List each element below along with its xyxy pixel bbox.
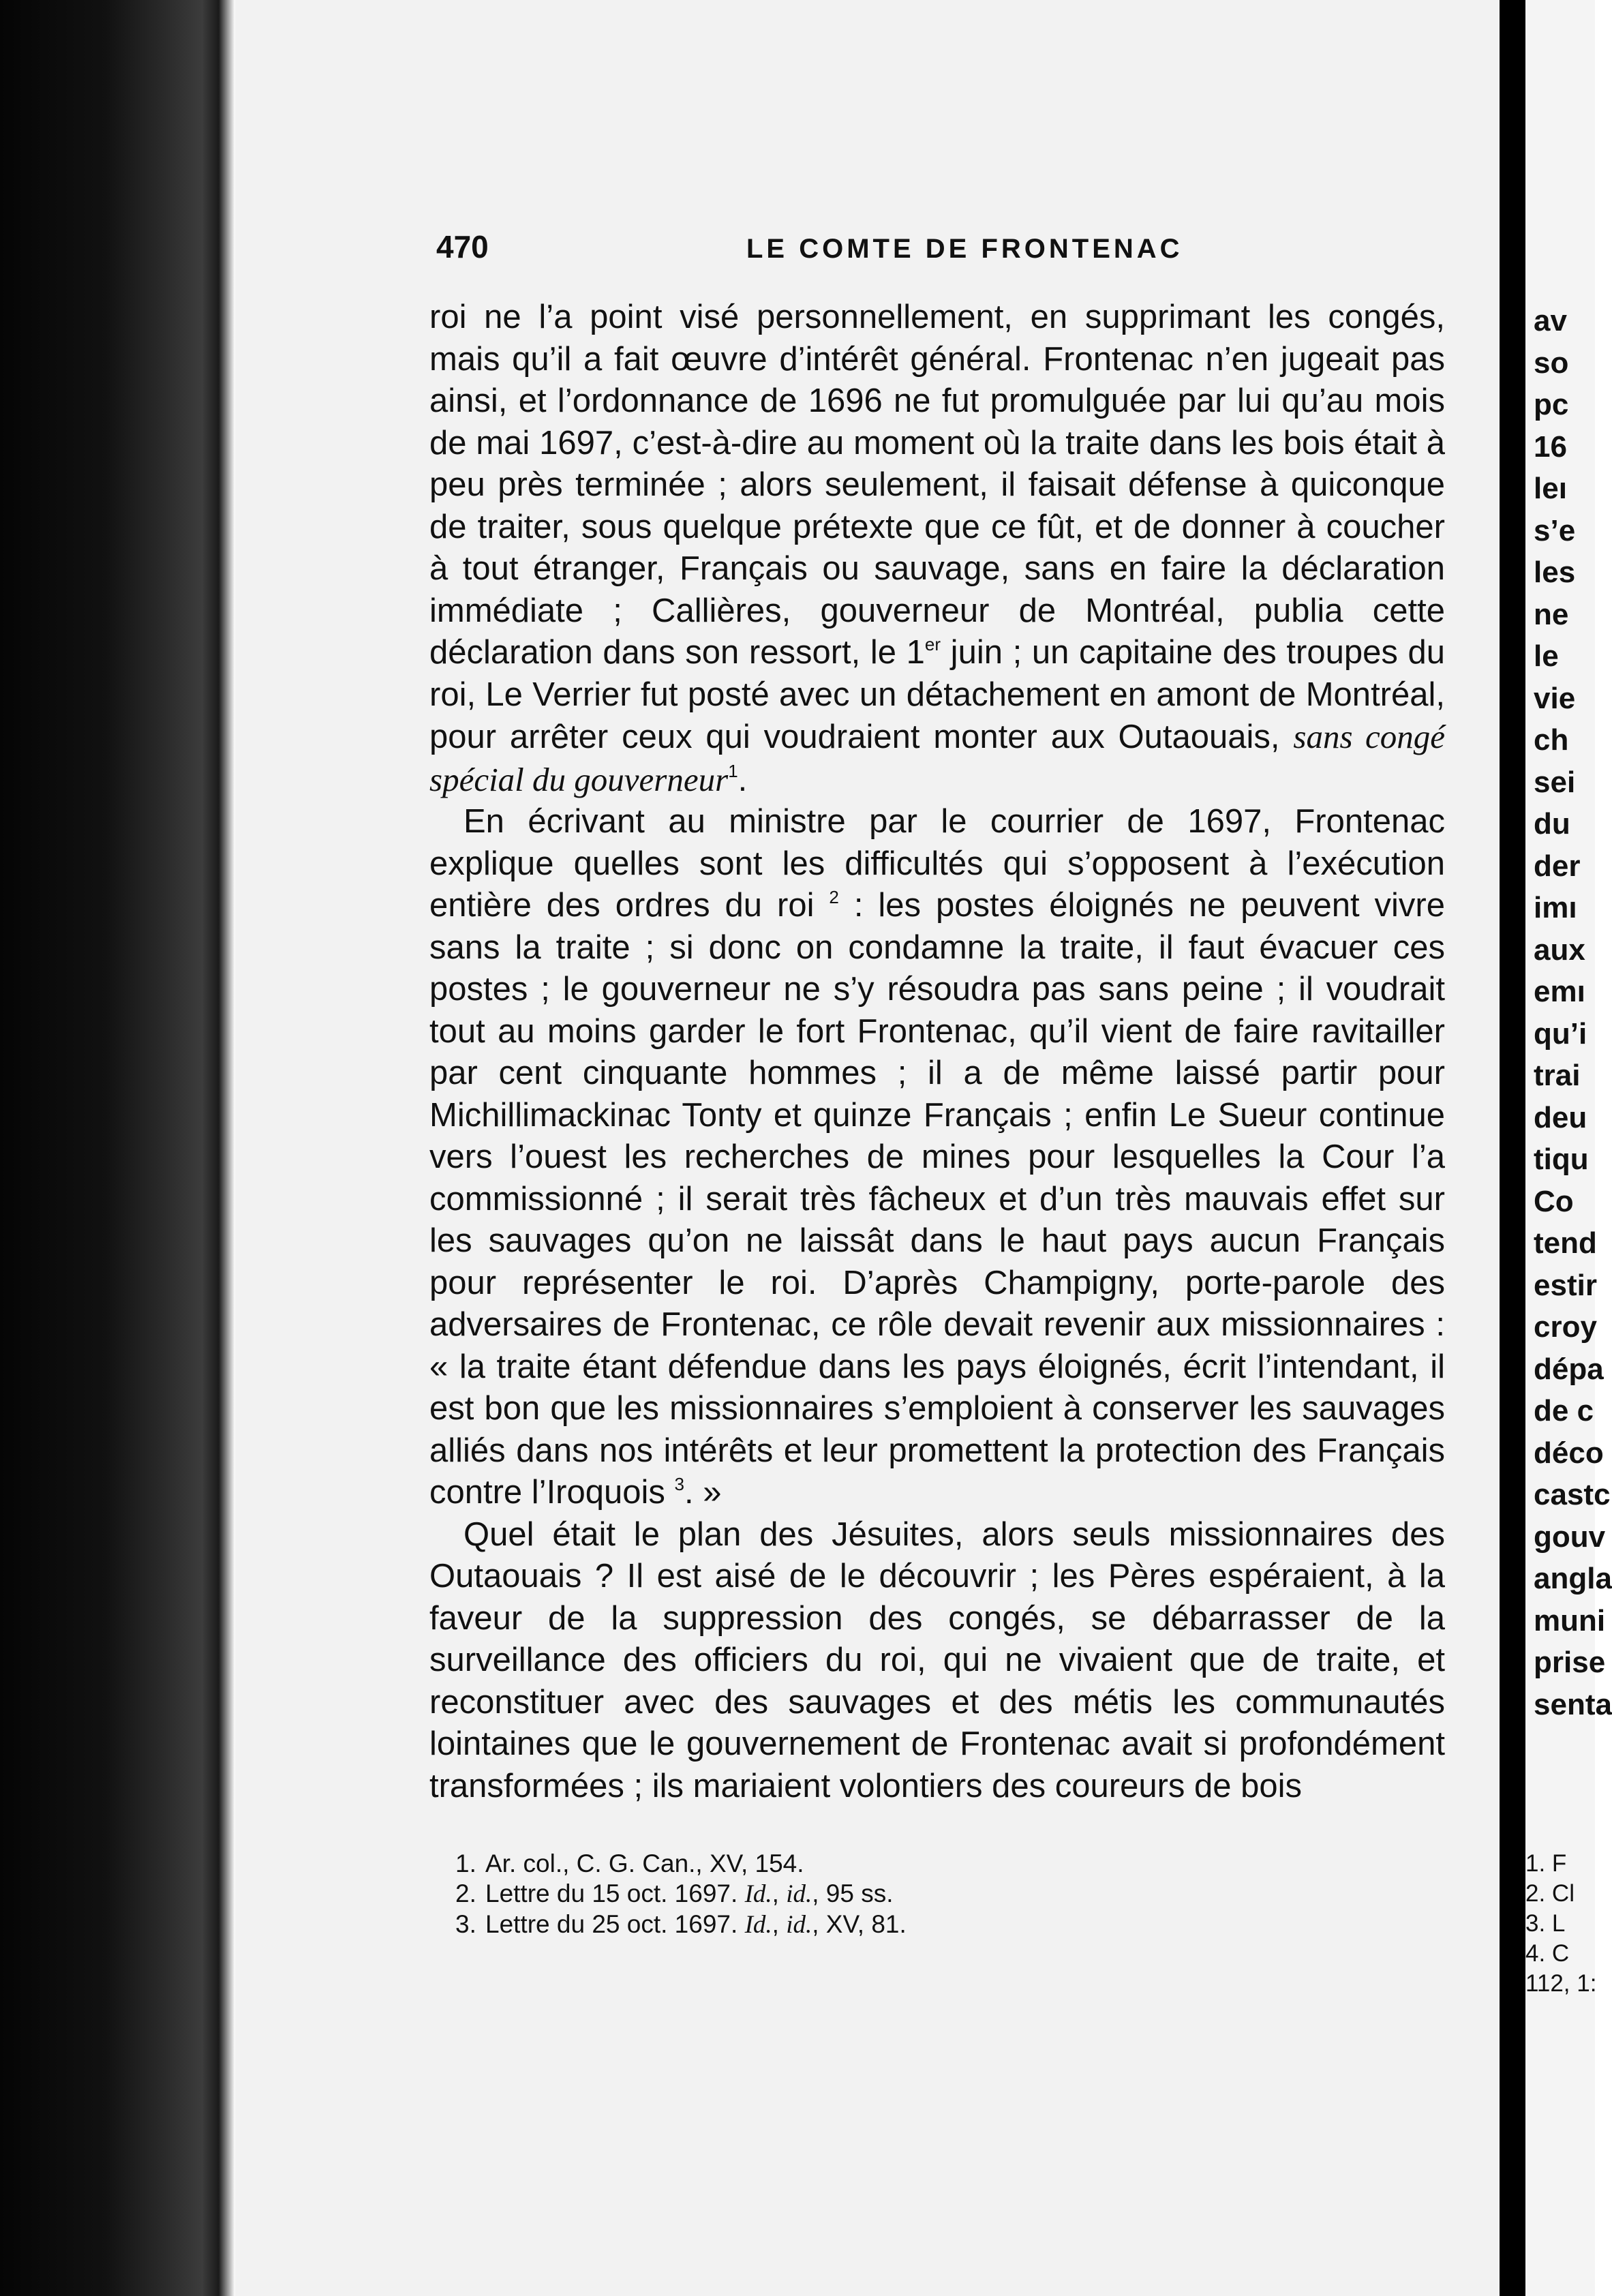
adjacent-page-line: ch: [1534, 723, 1569, 757]
page-number: 470: [436, 229, 489, 265]
adjacent-page-line: muni: [1534, 1603, 1606, 1637]
adjacent-page-line: les: [1534, 556, 1576, 589]
adjacent-page-fragment: [1525, 0, 1612, 2296]
adjacent-page-line: dépa: [1534, 1352, 1604, 1386]
adjacent-page-line: der: [1534, 849, 1581, 883]
note-reference: 3: [674, 1473, 684, 1494]
paragraph: [429, 801, 1445, 1514]
body-text: [429, 297, 1445, 1807]
adjacent-page-line: tiqu: [1534, 1143, 1589, 1176]
adjacent-page-footnotes: [1525, 1849, 1596, 1999]
adjacent-page-footnote-line: 112, 1:: [1525, 1970, 1597, 1997]
adjacent-page-line: ne: [1534, 597, 1569, 631]
paragraph: [429, 297, 1445, 801]
text-run: juin ; un capitaine des troupes du roi, Le Verrier fut posté avec un détachement en amont de Montréal, pour arrêter ceux qui voudraient monter aux Outaouais,: [429, 634, 1445, 755]
note-reference: 1: [728, 761, 738, 782]
adjacent-page-line: so: [1534, 346, 1569, 380]
page-gutter: [1500, 0, 1525, 2296]
footnote: [455, 1879, 1273, 1909]
text-run: . »: [684, 1474, 722, 1511]
adjacent-page-line: leı: [1534, 472, 1567, 505]
text-run: Quel était le plan des Jésuites, alors seuls missionnaires des Outaouais ? Il est aisé de le découvrir ; les Pères espéraient, à la faveur de la suppression des congés, se débarrasser de la surveillance des officiers du roi, qui ne vivaient que de traite, et reconstituer avec des sauvages et des métis les communautés lointaines que le gouvernement de Frontenac avait si profondément transformées ; ils mariaient volontiers des coureurs de bois: [429, 1515, 1445, 1804]
adjacent-page-line: deu: [1534, 1100, 1587, 1134]
text-run: roi ne l’a point visé personnellement, en supprimant les congés, mais qu’il a fait œuvre d’intérêt général. Frontenac n’en jugeait pas ainsi, et l’ordonnance de 1696 ne fut promulguée par lui qu’au mois de mai 1697, c’est-à-dire au moment où la traite dans les bois était à peu près terminée ; alors seulement, il faisait défense à quiconque de traiter, sous quelque prétexte que ce fût, et de donner à coucher à tout étranger, Français ou sauvage, sans en faire la déclaration immédiate ; Callières, gouverneur de Montréal, publia cette déclaration dans son ressort, le 1: [429, 299, 1445, 671]
text-run: : les postes éloignés ne peuvent vivre sans la traite ; si donc on condamne la traite, il faut évacuer ces postes ; le gouverneur ne s’y résoudra pas sans peine ; il voudrait tout au moins garder le fort Frontenac, qu’il vient de faire ravitailler par cent cinquante hommes ; il a de même laissé partir pour Michillimackinac Tonty et quinze Français ; enfin Le Sueur continue vers l’ouest les recherches de mines pour lesquelles la Cour l’a commissionné ; il serait très fâcheux et d’un très mauvais effet sur les sauvages qu’on ne laissât dans le haut pays aucun Français pour représenter le roi. D’après Champigny, porte-parole des adversaires de Frontenac, ce rôle devait revenir aux missionnaires : « la traite étant défendue dans les pays éloignés, écrit l’intendant, il est bon que les missionnaires s’emploient à conserver les sauvages alliés dans nos intérêts et leur promettent la protection des Français contre l’Iroquois: [429, 887, 1445, 1511]
italic-text: id.: [786, 1880, 812, 1908]
text-run: ,: [772, 1910, 787, 1938]
adjacent-page-line: croy: [1534, 1310, 1597, 1344]
adjacent-page-line: gouv: [1534, 1520, 1606, 1554]
adjacent-page-line: qu’i: [1534, 1016, 1587, 1051]
italic-text: id.: [786, 1911, 812, 1939]
adjacent-page-line: Co: [1534, 1184, 1574, 1218]
adjacent-page-line: av: [1534, 304, 1567, 337]
italic-text: sans congé spécial du gouverneur: [429, 718, 1445, 798]
paragraph: [429, 1514, 1445, 1808]
running-head: [436, 228, 1500, 276]
italic-text: Id.: [744, 1880, 772, 1908]
text-run: , XV, 81.: [812, 1910, 907, 1938]
footnote-marker: 1.: [455, 1849, 476, 1877]
adjacent-page-line: vie: [1534, 681, 1576, 715]
running-title: LE COMTE DE FRONTENAC: [746, 234, 1183, 264]
adjacent-page-footnote-line: 1. F: [1525, 1850, 1567, 1877]
text-run: Lettre du 25 oct. 1697.: [485, 1910, 745, 1938]
note-reference: er: [924, 633, 941, 654]
text-run: ,: [772, 1879, 787, 1907]
footnote: [455, 1909, 1273, 1940]
text-run: Ar. col., C. G. Can., XV, 154.: [485, 1849, 804, 1877]
adjacent-page-footnote-line: 4. C: [1525, 1940, 1570, 1967]
footnote-marker: 3.: [455, 1910, 476, 1938]
text-run: Lettre du 15 oct. 1697.: [485, 1879, 745, 1907]
adjacent-page-footnote-line: 2. Cl: [1525, 1880, 1575, 1907]
text-run: .: [737, 761, 748, 798]
adjacent-page-text: [1534, 300, 1612, 1725]
adjacent-page-line: tend: [1534, 1226, 1597, 1260]
adjacent-page-line: emı: [1534, 975, 1585, 1008]
adjacent-page-line: prise: [1534, 1646, 1606, 1679]
adjacent-page-line: 16: [1534, 429, 1567, 464]
adjacent-page-line: sei: [1534, 765, 1576, 799]
footnotes: [455, 1849, 1273, 1940]
adjacent-page-footnote-line: 3. L: [1525, 1910, 1566, 1937]
adjacent-page-line: aux: [1534, 933, 1585, 967]
adjacent-page-line: imı: [1534, 891, 1577, 924]
text-run: , 95 ss.: [812, 1879, 894, 1907]
scan-dark-margin: [0, 0, 235, 2296]
adjacent-page-line: le: [1534, 639, 1559, 673]
note-reference: 2: [829, 886, 839, 907]
adjacent-page-line: de c: [1534, 1394, 1594, 1428]
adjacent-page-line: senta: [1534, 1687, 1612, 1721]
adjacent-page-line: déco: [1534, 1436, 1604, 1470]
adjacent-page-line: trai: [1534, 1059, 1581, 1092]
adjacent-page-line: s’e: [1534, 513, 1576, 547]
adjacent-page-line: estir: [1534, 1268, 1597, 1302]
italic-text: Id.: [744, 1911, 772, 1939]
adjacent-page-line: angla: [1534, 1562, 1612, 1595]
text-run: En écrivant au ministre par le courrier de 1697, Frontenac explique quelles sont les difficultés qui s’opposent à l’exécution entière des ordres du roi: [429, 803, 1445, 924]
adjacent-page-line: pc: [1534, 388, 1569, 421]
adjacent-page-line: du: [1534, 807, 1570, 841]
adjacent-page-line: castc: [1534, 1478, 1611, 1511]
footnote-marker: 2.: [455, 1879, 476, 1907]
footnote: [455, 1849, 1273, 1879]
